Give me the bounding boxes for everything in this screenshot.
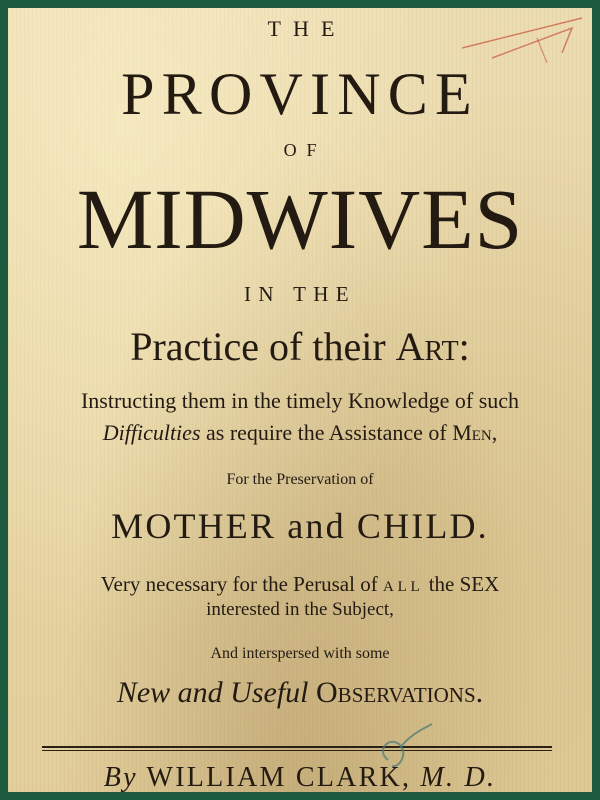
- title-province: PROVINCE: [121, 61, 479, 127]
- difficulties-italic: Difficulties: [102, 420, 201, 445]
- practice-art: Art:: [395, 324, 470, 369]
- by-text: By: [103, 762, 138, 792]
- subtitle-very-necessary-line: [8, 574, 592, 595]
- very-necessary-text: Very necessary for the Perusal of: [100, 572, 383, 596]
- practice-text: Practice of their: [130, 324, 396, 369]
- title-practice-line: [8, 324, 592, 369]
- title-page: [8, 8, 592, 792]
- observations-text: Observations.: [308, 676, 484, 709]
- author-degree: M. D.: [420, 762, 497, 792]
- author-line: [8, 764, 592, 792]
- men-text: Men,: [452, 420, 498, 445]
- title-the: THE: [267, 16, 347, 41]
- double-rule-divider: [42, 746, 552, 751]
- title-of: OF: [283, 140, 327, 160]
- subtitle-instructing: Instructing them in the timely Knowledge of such: [80, 388, 520, 413]
- subtitle-new-useful-line: [8, 678, 592, 708]
- subtitle-mother-child: MOTHER and CHILD.: [111, 506, 489, 546]
- title-midwives: MIDWIVES: [76, 171, 524, 267]
- all-text: all: [382, 572, 424, 596]
- new-useful-italic: New and Useful: [116, 676, 309, 709]
- subtitle-interspersed: And interspersed with some: [210, 645, 390, 662]
- title-in-the: IN THE: [244, 282, 356, 306]
- subtitle-interested: interested in the Subject,: [206, 599, 394, 620]
- difficulties-rest: as require the Assistance of: [200, 420, 453, 445]
- very-necessary-tail: the SEX: [423, 572, 500, 596]
- subtitle-preservation: For the Preservation of: [226, 471, 374, 488]
- subtitle-difficulties-line: [8, 422, 592, 444]
- author-name: WILLIAM CLARK,: [137, 762, 421, 792]
